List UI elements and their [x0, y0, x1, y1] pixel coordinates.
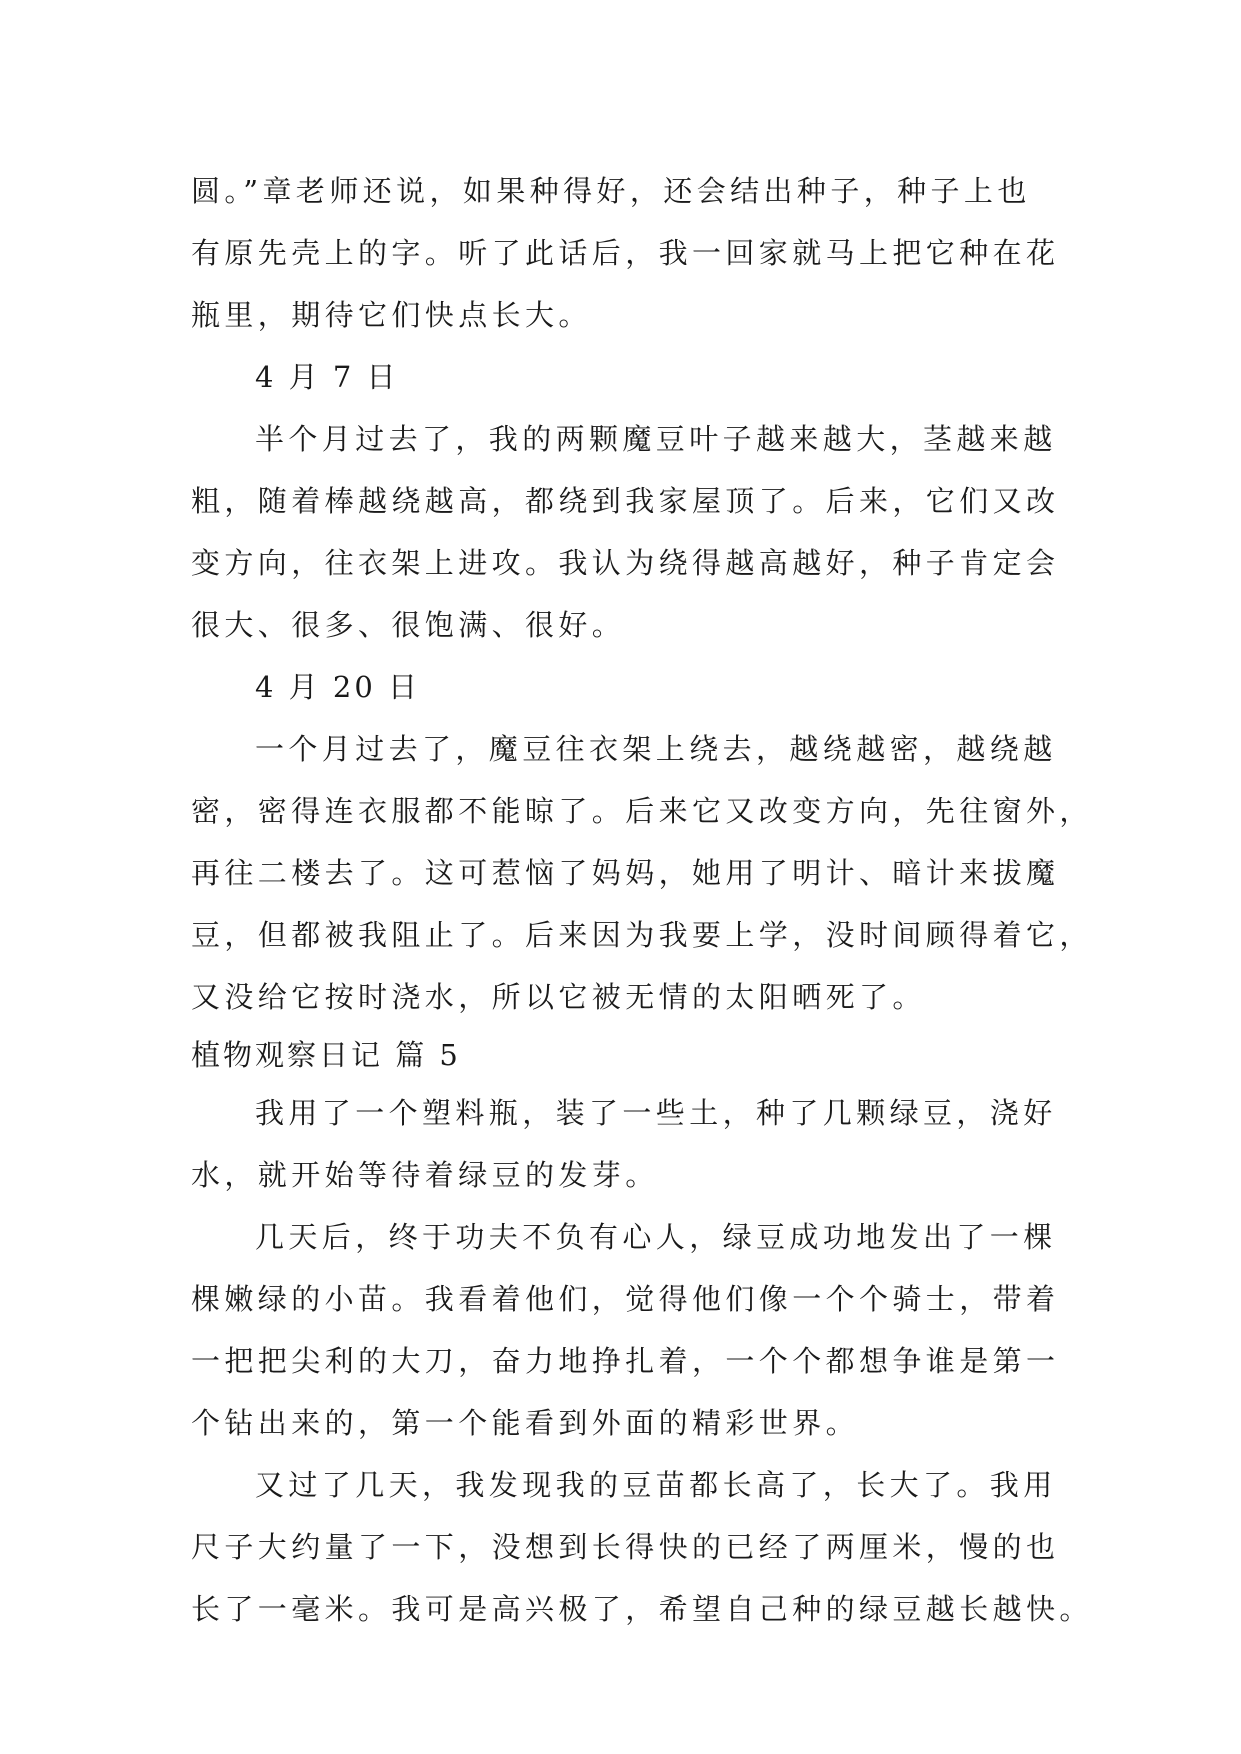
text-line: 几天后，终于功夫不负有心人，绿豆成功地发出了一棵	[255, 1220, 1057, 1254]
text-line: 半个月过去了，我的两颗魔豆叶子越来越大，茎越来越	[255, 422, 1057, 456]
text-line: 圆。”章老师还说，如果种得好，还会结出种子，种子上也	[191, 174, 1031, 208]
text-line: 又没给它按时浇水，所以它被无情的太阳晒死了。	[191, 980, 926, 1014]
paragraph	[191, 1454, 1093, 1640]
document-body	[191, 160, 1093, 1640]
text-line: 一把把尖利的大刀，奋力地挣扎着，一个个都想争谁是第一	[191, 1344, 1060, 1378]
text-line: 水，就开始等待着绿豆的发芽。	[191, 1158, 659, 1192]
text-line: 变方向，往衣架上进攻。我认为绕得越高越好，种子肯定会	[191, 546, 1060, 580]
text-line: 密，密得连衣服都不能晾了。后来它又改变方向，先往窗外，	[191, 794, 1093, 828]
text-line: 棵嫩绿的小苗。我看着他们，觉得他们像一个个骑士，带着	[191, 1282, 1060, 1316]
paragraph	[191, 408, 1061, 656]
text-line: 又过了几天，我发现我的豆苗都长高了，长大了。我用	[255, 1468, 1057, 1502]
text-line: 有原先壳上的字。听了此话后，我一回家就马上把它种在花	[191, 236, 1060, 270]
text-line: 尺子大约量了一下，没想到长得快的已经了两厘米，慢的也	[191, 1530, 1060, 1564]
text-line: 粗，随着棒越绕越高，都绕到我家屋顶了。后来，它们又改	[191, 484, 1060, 518]
paragraph	[191, 1206, 1061, 1454]
section-heading: 植物观察日记 篇 5	[191, 1038, 461, 1072]
continuation-paragraph	[191, 160, 1061, 346]
text-line: 长了一毫米。我可是高兴极了，希望自己种的绿豆越长越快。	[191, 1592, 1093, 1626]
text-line: 很大、很多、很饱满、很好。	[191, 608, 626, 642]
diary-date: 4 月 20 日	[255, 670, 421, 704]
text-line: 一个月过去了，魔豆往衣架上绕去，越绕越密，越绕越	[255, 732, 1057, 766]
text-line: 豆，但都被我阻止了。后来因为我要上学，没时间顾得着它，	[191, 918, 1093, 952]
text-line: 瓶里，期待它们快点长大。	[191, 298, 592, 332]
diary-date: 4 月 7 日	[255, 360, 399, 394]
paragraph	[191, 1082, 1061, 1206]
text-line: 个钻出来的，第一个能看到外面的精彩世界。	[191, 1406, 860, 1440]
text-line: 我用了一个塑料瓶，装了一些土，种了几颗绿豆，浇好	[255, 1096, 1057, 1130]
text-line: 再往二楼去了。这可惹恼了妈妈，她用了明计、暗计来拔魔	[191, 856, 1060, 890]
paragraph	[191, 718, 1093, 1028]
